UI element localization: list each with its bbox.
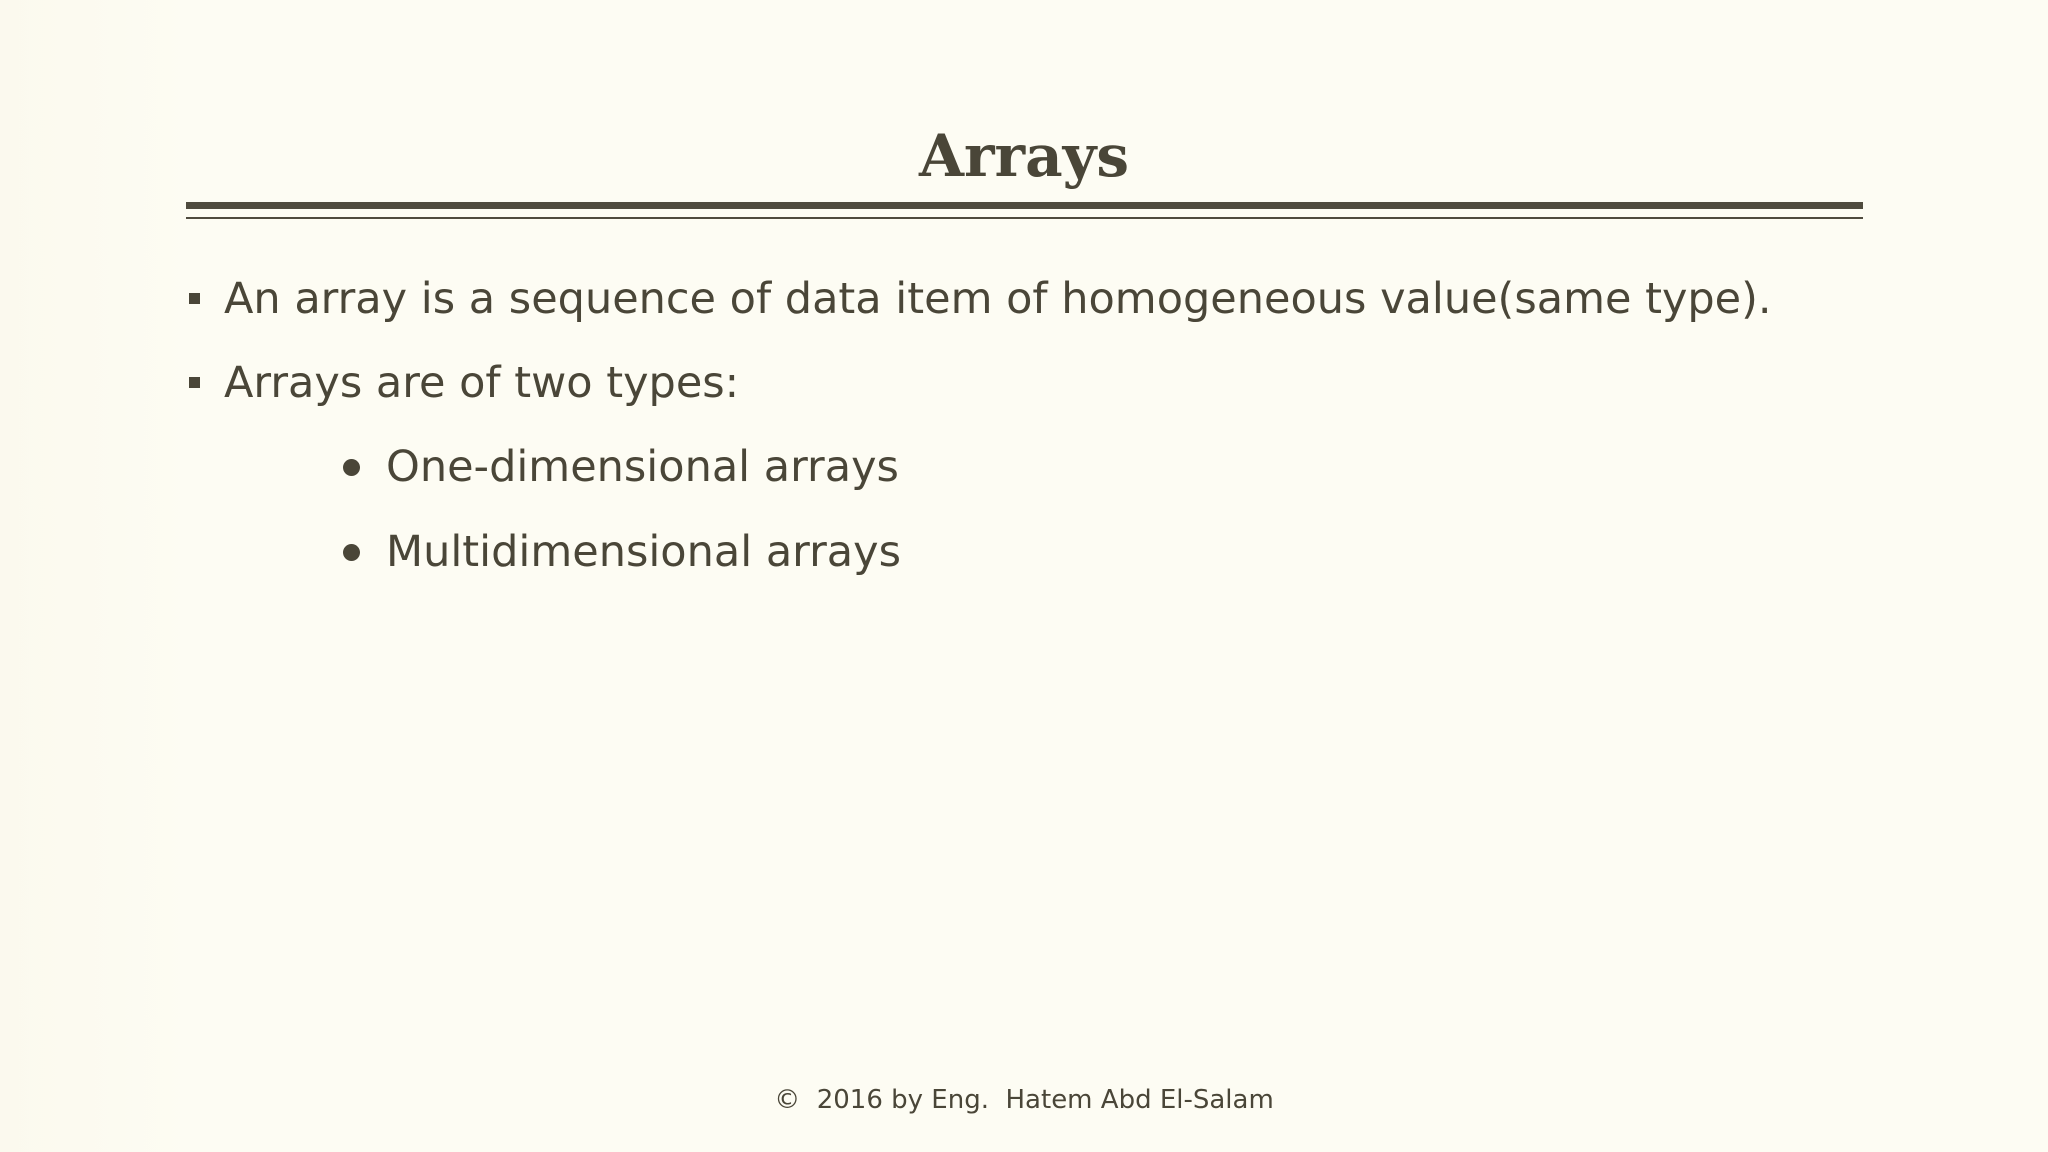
slide-title: Arrays bbox=[918, 122, 1130, 190]
square-bullet-icon bbox=[189, 293, 200, 304]
round-bullet-icon bbox=[343, 459, 360, 476]
bullet-text: Arrays are of two types: bbox=[224, 358, 740, 408]
bullet-text: One-dimensional arrays bbox=[386, 442, 899, 492]
square-bullet-icon bbox=[189, 377, 200, 388]
slide-footer bbox=[0, 1082, 2048, 1118]
sub-bullet-item bbox=[386, 522, 901, 582]
sub-bullet-item bbox=[386, 437, 899, 497]
bullet-item bbox=[224, 353, 739, 413]
bullet-text: Multidimensional arrays bbox=[386, 527, 901, 577]
footer-text: 2016 by Eng. Hatem Abd El-Salam bbox=[816, 1085, 1274, 1115]
copyright-symbol: © bbox=[774, 1085, 801, 1115]
round-bullet-icon bbox=[343, 544, 360, 561]
bullet-text: An array is a sequence of data item of homogeneous value(same type). bbox=[224, 274, 1772, 324]
bullet-item bbox=[224, 269, 1772, 329]
